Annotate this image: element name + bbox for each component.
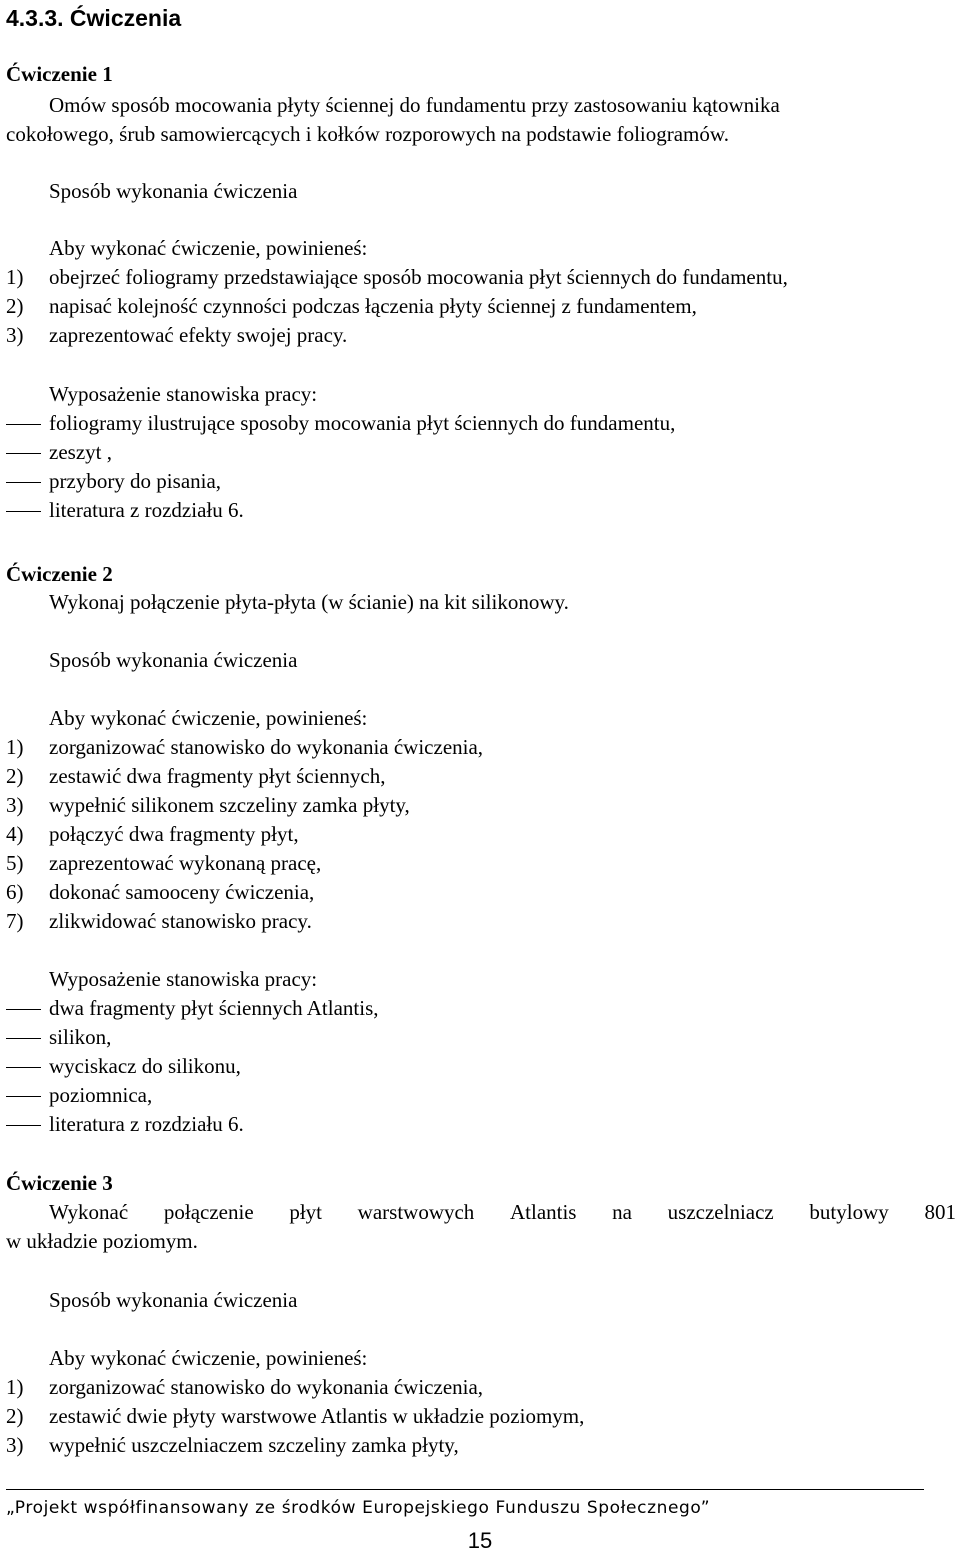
step-text: zestawić dwie płyty warstwowe Atlantis w układzie poziomym, (49, 1404, 585, 1428)
dash-bullet (6, 482, 41, 483)
exercise-3-task (6, 1198, 956, 1256)
equipment-text: literatura z rozdziału 6. (49, 1112, 244, 1136)
exercise-1-steps-list (6, 263, 788, 350)
list-item (6, 496, 675, 525)
step-text: wypełnić silikonem szczeliny zamka płyty, (49, 793, 410, 817)
equipment-text: literatura z rozdziału 6. (49, 498, 244, 522)
dash-bullet (6, 1125, 41, 1126)
exercise-2-title: Ćwiczenie 2 (6, 562, 113, 586)
equipment-text: przybory do pisania, (49, 469, 222, 493)
list-item (6, 849, 483, 878)
list-item (6, 733, 483, 762)
exercise-1-steps-intro: Aby wykonać ćwiczenie, powinieneś: (49, 236, 368, 260)
list-item (6, 994, 379, 1023)
list-item (6, 263, 788, 292)
list-item (6, 1431, 584, 1460)
step-number: 1) (6, 1375, 24, 1399)
equipment-text: wyciskacz do silikonu, (49, 1054, 241, 1078)
list-item (6, 438, 675, 467)
exercise-2-steps-list (6, 733, 483, 936)
step-text: dokonać samooceny ćwiczenia, (49, 880, 315, 904)
exercise-1-task-line1: Omów sposób mocowania płyty ściennej do fundamentu przy zastosowaniu kątownika (49, 93, 780, 117)
exercise-3-title: Ćwiczenie 3 (6, 1171, 113, 1195)
task-word: Atlantis (509, 1200, 577, 1224)
exercise-2-equipment-list (6, 994, 379, 1139)
task-word: na (612, 1200, 632, 1224)
list-item (6, 292, 788, 321)
list-item (6, 878, 483, 907)
exercise-2-method-label: Sposób wykonania ćwiczenia (49, 648, 298, 672)
step-number: 2) (6, 294, 24, 318)
dash-bullet (6, 1009, 41, 1010)
step-number: 1) (6, 265, 24, 289)
step-text: zestawić dwa fragmenty płyt ściennych, (49, 764, 386, 788)
step-number: 6) (6, 880, 24, 904)
equipment-text: foliogramy ilustrujące sposoby mocowania płyt ściennych do fundamentu, (49, 411, 676, 435)
page-number: 15 (467, 1528, 493, 1553)
footer-text: „Projekt współfinansowany ze środków Europejskiego Funduszu Społecznego” (6, 1498, 711, 1518)
equipment-text: zeszyt , (49, 440, 112, 464)
task-word: 801 (924, 1200, 956, 1224)
step-text: zorganizować stanowisko do wykonania ćwiczenia, (49, 735, 484, 759)
exercise-3-task-line1 (6, 1198, 956, 1227)
exercise-3-task-line2: w układzie poziomym. (6, 1229, 198, 1253)
section-heading: 4.3.3. Ćwiczenia (6, 5, 182, 31)
step-text: połączyć dwa fragmenty płyt, (49, 822, 299, 846)
step-number: 7) (6, 909, 24, 933)
list-item (6, 907, 483, 936)
list-item (6, 1402, 584, 1431)
list-item (6, 1081, 379, 1110)
step-text: wypełnić uszczelniaczem szczeliny zamka płyty, (49, 1433, 459, 1457)
exercise-3-steps-list (6, 1373, 584, 1460)
exercise-1-equipment-label: Wyposażenie stanowiska pracy: (49, 382, 318, 406)
exercise-3-method-label: Sposób wykonania ćwiczenia (49, 1288, 298, 1312)
step-number: 5) (6, 851, 24, 875)
footer-divider (6, 1489, 924, 1490)
step-number: 2) (6, 764, 24, 788)
list-item (6, 409, 675, 438)
exercise-1-equipment-list (6, 409, 675, 525)
list-item (6, 1110, 379, 1139)
exercise-1-task-line2: cokołowego, śrub samowiercących i kołków rozporowych na podstawie foliogramów. (6, 122, 729, 146)
dash-bullet (6, 1096, 41, 1097)
list-item (6, 1052, 379, 1081)
exercise-3-steps-intro: Aby wykonać ćwiczenie, powinieneś: (49, 1346, 368, 1370)
task-word: warstwowych (357, 1200, 475, 1224)
list-item (6, 467, 675, 496)
step-number: 3) (6, 323, 24, 347)
task-word: Wykonać (49, 1200, 129, 1224)
task-word: uszczelniacz (667, 1200, 774, 1224)
list-item (6, 1023, 379, 1052)
step-text: napisać kolejność czynności podczas łączenia płyty ściennej z fundamentem, (49, 294, 697, 318)
step-number: 3) (6, 793, 24, 817)
task-word: połączenie (163, 1200, 254, 1224)
list-item (6, 762, 483, 791)
task-word: butylowy (809, 1200, 889, 1224)
list-item (6, 321, 788, 350)
step-text: zaprezentować wykonaną pracę, (49, 851, 322, 875)
list-item (6, 1373, 584, 1402)
exercise-1-title: Ćwiczenie 1 (6, 62, 113, 86)
equipment-text: dwa fragmenty płyt ściennych Atlantis, (49, 996, 379, 1020)
equipment-text: silikon, (49, 1025, 112, 1049)
exercise-2-task: Wykonaj połączenie płyta-płyta (w ścianie) na kit silikonowy. (49, 590, 569, 614)
step-number: 1) (6, 735, 24, 759)
exercise-2-equipment-label: Wyposażenie stanowiska pracy: (49, 967, 318, 991)
dash-bullet (6, 424, 41, 425)
exercise-1-method-label: Sposób wykonania ćwiczenia (49, 179, 298, 203)
step-number: 4) (6, 822, 24, 846)
step-text: zorganizować stanowisko do wykonania ćwiczenia, (49, 1375, 484, 1399)
step-number: 3) (6, 1433, 24, 1457)
step-text: obejrzeć foliogramy przedstawiające sposób mocowania płyt ściennych do fundamentu, (49, 265, 788, 289)
step-text: zaprezentować efekty swojej pracy. (49, 323, 348, 347)
dash-bullet (6, 453, 41, 454)
step-number: 2) (6, 1404, 24, 1428)
exercise-2-steps-intro: Aby wykonać ćwiczenie, powinieneś: (49, 706, 368, 730)
dash-bullet (6, 1038, 41, 1039)
task-word: płyt (289, 1200, 322, 1224)
list-item (6, 820, 483, 849)
equipment-text: poziomnica, (49, 1083, 153, 1107)
dash-bullet (6, 1067, 41, 1068)
list-item (6, 791, 483, 820)
step-text: zlikwidować stanowisko pracy. (49, 909, 312, 933)
dash-bullet (6, 511, 41, 512)
